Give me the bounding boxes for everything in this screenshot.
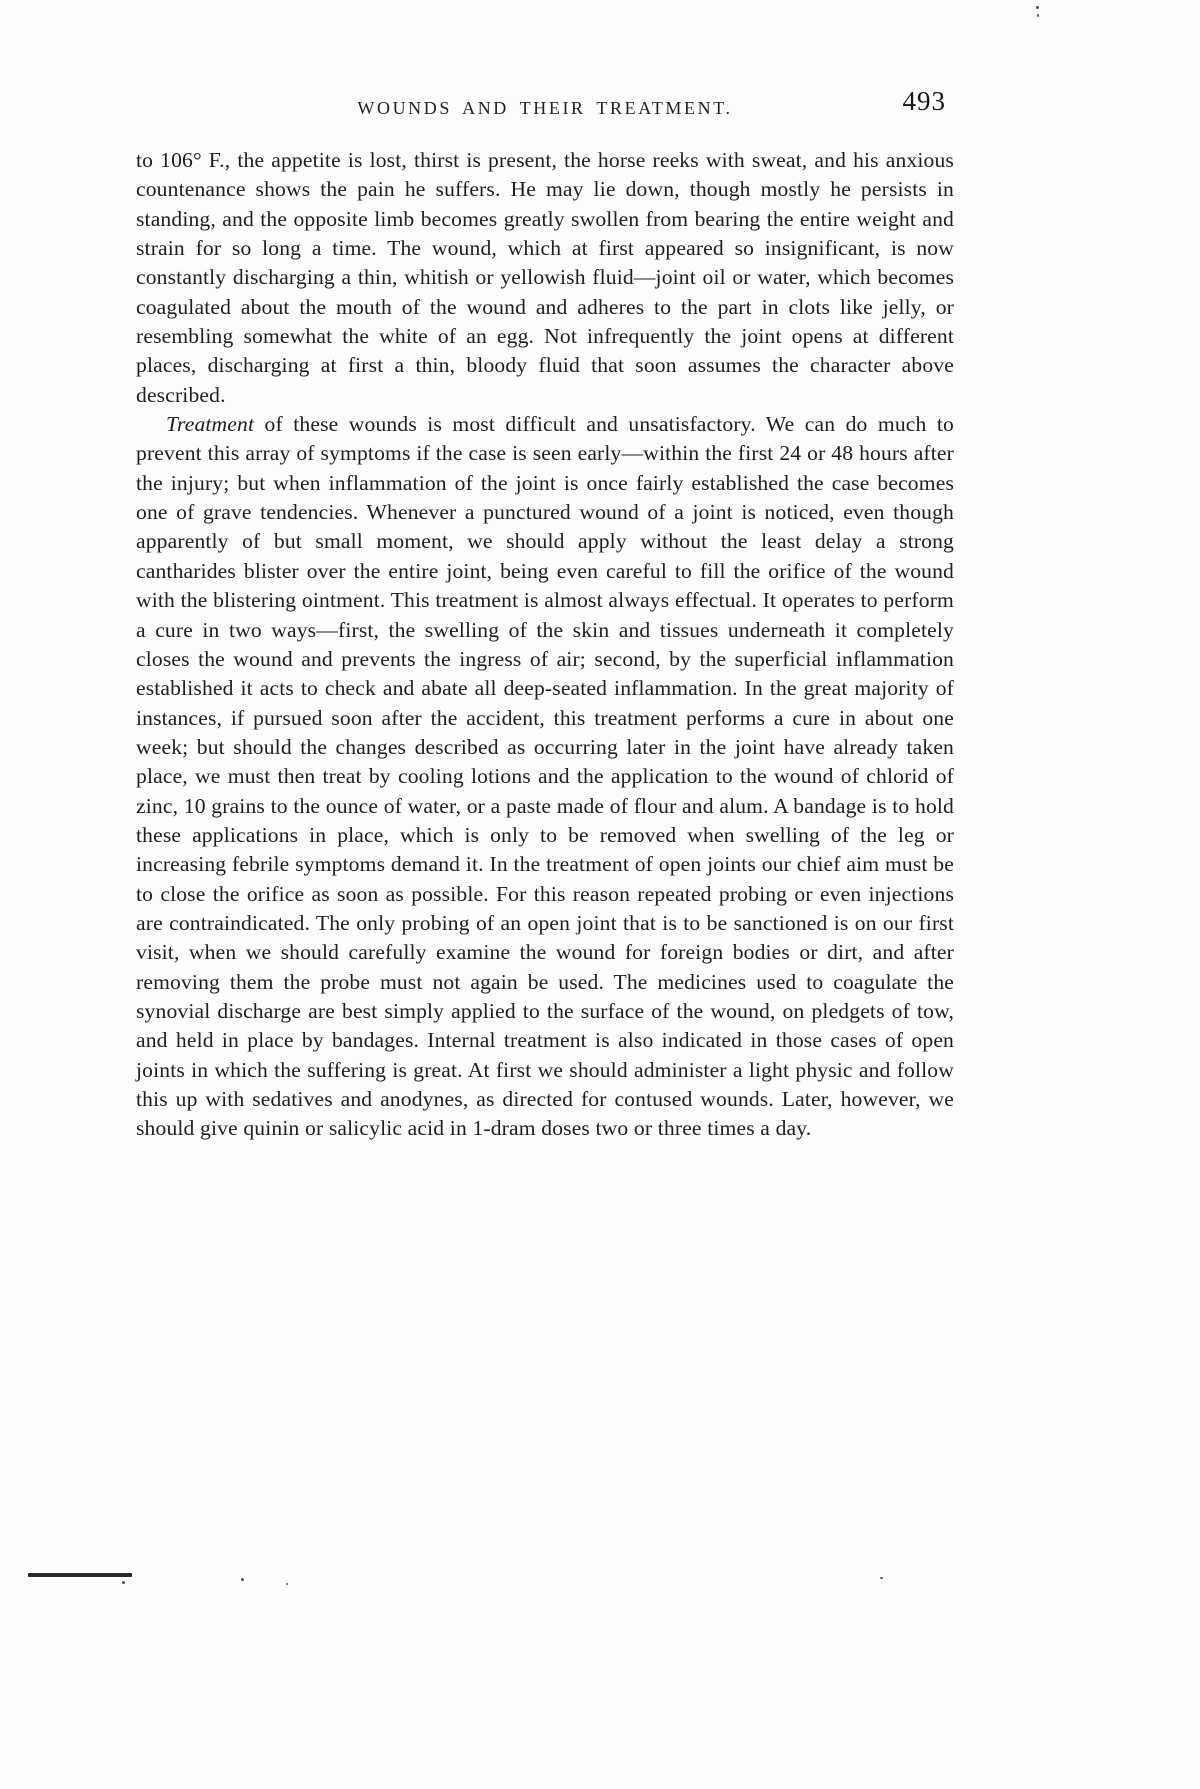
- paragraph-treatment: [136, 410, 954, 1144]
- scan-speck: [880, 1577, 883, 1579]
- scan-artifact-line: [28, 1573, 132, 1577]
- page-number: 493: [902, 86, 946, 116]
- treatment-lead-word: Treatment: [166, 412, 255, 437]
- scan-speck: [286, 1583, 288, 1585]
- paragraph-treatment-text: of these wounds is most difficult and unsatisfactory. We can do much to prevent this array of symptoms if the case is seen early—within the first 24 or 48 hours after the injury; but when inflammation of the joint is once fairly established the case becomes one of grave tendencies. Whenever a punctured wound of a joint is noticed, even though apparently of but small moment, we should apply without the least delay a strong cantharides blister over the entire joint, being even careful to fill the orifice of the wound with the blistering ointment. This treatment is almost always effectual. It operates to perform a cure in two ways—first, the swelling of the skin and tissues underneath it completely closes the wound and prevents the ingress of air; second, by the superficial inflammation established it acts to check and abate all deep-seated inflammation. In the great majority of instances, if pursued soon after the accident, this treatment performs a cure in about one week; but should the changes described as occurring later in the joint have already taken place, we must then treat by cooling lotions and the application to the wound of chlorid of zinc, 10 grains to the ounce of water, or a paste made of flour and alum. A bandage is to hold these applications in place, which is only to be removed when swelling of the leg or increasing febrile symptoms demand it. In the treatment of open joints our chief aim must be to close the orifice as soon as possible. For this reason repeated probing or even injections are contraindicated. The only probing of an open joint that is to be sanctioned is on our first visit, when we should carefully examine the wound for foreign bodies or dirt, and after removing them the probe must not again be used. The medicines used to coagulate the synovial discharge are best simply applied to the surface of the wound, on pledgets of tow, and held in place by bandages. Internal treatment is also indicated in those cases of open joints in which the suffering is great. At first we should administer a light physic and follow this up with sedatives and anodynes, as directed for contused wounds. Later, however, we should give quinin or salicylic acid in 1-dram doses two or three times a day.: [136, 412, 954, 1141]
- scan-speck: [122, 1581, 125, 1584]
- running-header: [136, 86, 954, 126]
- page-body-text: [136, 146, 954, 1144]
- paragraph-continuation: to 106° F., the appetite is lost, thirst is present, the horse reeks with sweat, and his anxious countenance shows the pain he suffers. He may lie down, though mostly he persists in standing, and the opposite limb becomes greatly swollen from bearing the entire weight and strain for so long a time. The wound, which at first appeared so insignificant, is now constantly discharging a thin, whitish or yellowish fluid—joint oil or water, which becomes coagulated about the mouth of the wound and adheres to the part in clots like jelly, or resembling somewhat the white of an egg. Not infrequently the joint opens at different places, discharging at first a thin, bloody fluid that soon assumes the character above described.: [136, 148, 954, 407]
- scan-speck: [241, 1578, 244, 1581]
- scan-speck: [1037, 14, 1039, 17]
- scan-speck: [1036, 6, 1039, 9]
- chapter-running-title: WOUNDS AND THEIR TREATMENT.: [357, 98, 733, 118]
